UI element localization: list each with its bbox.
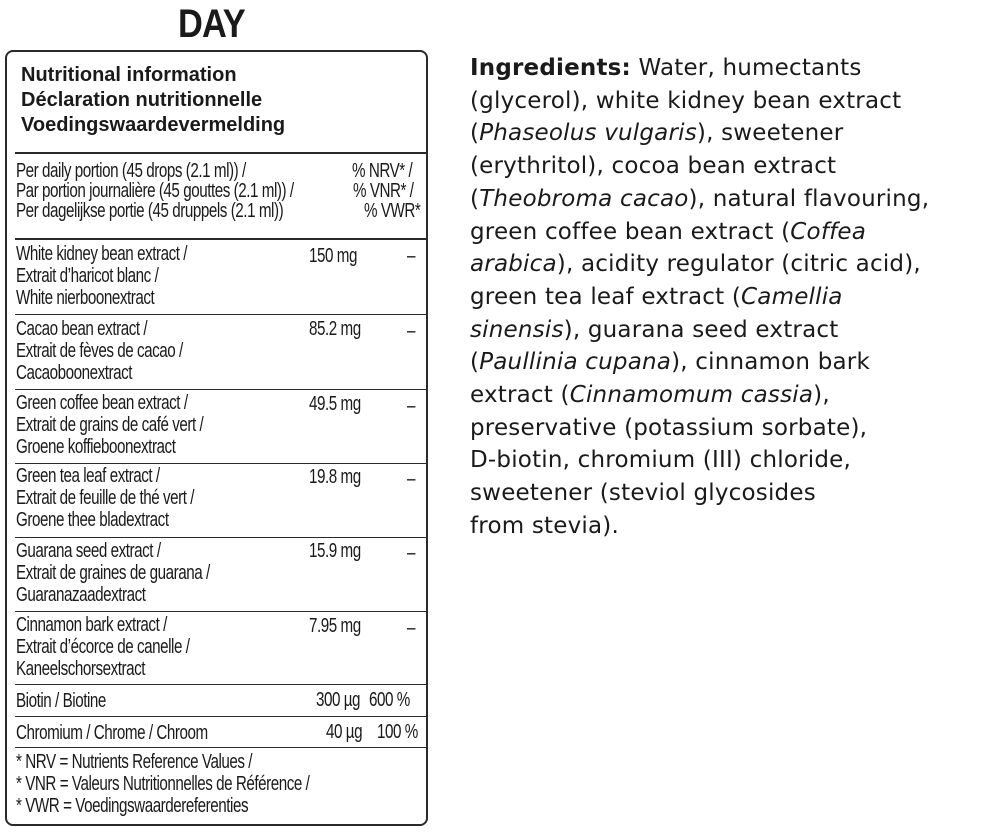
row-name-en: Cinnamon bark extract / [16, 614, 167, 636]
row-nrv: – [407, 320, 416, 342]
ingredients-text: Water, humectants [638, 55, 862, 81]
ingredients-line [470, 216, 995, 249]
ingredients-line [470, 379, 995, 412]
ingredients-text: ), [813, 382, 830, 409]
ingredients-text: preservative (potassium sorbate), [470, 414, 868, 441]
row-amount: 49.5 mg [309, 393, 361, 415]
row-amount: 85.2 mg [309, 318, 361, 340]
nutrition-headings [21, 63, 421, 138]
row-name-nl: White nierboonextract [16, 287, 155, 309]
ingredients-line [470, 314, 995, 347]
ingredients-text: green tea leaf extract ( [470, 283, 742, 310]
row-name-fr: Extrait de grains de café vert / [16, 414, 204, 436]
latin-name: sinensis [470, 316, 564, 343]
ingredients-block [470, 52, 995, 543]
row-name-fr: Extrait de feuille de thé vert / [16, 487, 195, 509]
ingredients-text: ), acidity regulator (citric acid), [556, 251, 921, 278]
row-name-nl: Kaneelschorsextract [16, 658, 146, 680]
row-amount: 7.95 mg [309, 615, 361, 637]
ingredients-line [470, 150, 995, 183]
divider [15, 716, 428, 717]
row-name: Chromium / Chrome / Chroom [16, 722, 208, 744]
divider [15, 152, 428, 154]
footnote-nrv: * NRV = Nutrients Reference Values / [16, 751, 253, 773]
row-name-en: Cacao bean extract / [16, 318, 148, 340]
ingredients-text: ), sweetener [696, 120, 844, 147]
ingredients-line [470, 510, 995, 543]
ingredients-line [470, 248, 995, 281]
footnote-vwr: * VWR = Voedingswaardereferenties [16, 795, 249, 817]
ingredients-text: (glycerol), white kidney bean extract [470, 87, 902, 114]
ingredients-text: ), natural flavouring, [688, 185, 930, 212]
row-nrv: – [407, 395, 416, 417]
divider [15, 238, 428, 240]
ingredients-line [470, 281, 995, 314]
ingredients-text: extract ( [470, 382, 570, 409]
row-name-nl: Groene thee bladextract [16, 509, 169, 531]
ingredients-line [470, 117, 995, 150]
divider [15, 684, 428, 685]
row-name-nl: Guaranazaadextract [16, 584, 146, 606]
row-name-fr: Extrait de graines de guarana / [16, 562, 210, 584]
ingredients-text: ( [470, 349, 480, 376]
ingredients-line [470, 52, 995, 85]
row-nrv: – [407, 617, 416, 639]
divider [15, 747, 428, 748]
portion-unit-fr: % VNR* / [353, 180, 414, 202]
heading-nl: Voedingswaardevermelding [21, 114, 286, 136]
row-amount: 150 mg [309, 245, 357, 267]
portion-unit-nl: % VWR* [364, 200, 421, 222]
divider [15, 314, 428, 315]
portion-label-nl: Per dagelijkse portie (45 druppels (2.1 ml)) [16, 200, 284, 222]
divider [15, 537, 428, 538]
row-amount: 40 µg [326, 721, 363, 743]
row-name-fr: Extrait d’écorce de canelle / [16, 636, 190, 658]
nutrition-table [5, 50, 428, 826]
ingredients-text: ), guarana seed extract [563, 316, 839, 343]
ingredients-line [470, 85, 995, 118]
ingredients-line [470, 346, 995, 379]
row-name-fr: Extrait d’haricot blanc / [16, 265, 159, 287]
row-name-en: Guarana seed extract / [16, 540, 161, 562]
ingredients-text: sweetener (steviol glycosides [470, 480, 816, 507]
latin-name: Paullinia cupana [479, 349, 672, 376]
row-nrv: 100 % [377, 721, 418, 743]
ingredients-text: D-biotin, chromium (III) chloride, [470, 447, 852, 474]
divider [15, 389, 428, 390]
row-amount: 19.8 mg [309, 466, 361, 488]
heading-en: Nutritional information [21, 64, 237, 86]
latin-name: Coffea [790, 218, 867, 245]
latin-name: Phaseolus vulgaris [479, 120, 697, 147]
row-name-fr: Extrait de fèves de cacao / [16, 340, 183, 362]
row-name-en: White kidney bean extract / [16, 243, 188, 265]
row-amount: 300 µg [316, 689, 361, 711]
heading-fr: Déclaration nutritionnelle [21, 89, 263, 111]
row-nrv: – [407, 468, 416, 490]
portion-label-en: Per daily portion (45 drops (2.1 ml)) / [16, 160, 246, 182]
ingredients-text: from stevia). [470, 512, 619, 539]
ingredients-text: ), cinnamon bark [671, 349, 870, 376]
portion-unit-en: % NRV* / [352, 160, 413, 182]
ingredients-label: Ingredients: [470, 55, 631, 81]
row-name-en: Green tea leaf extract / [16, 465, 160, 487]
divider [15, 611, 428, 612]
row-name-nl: Groene koffieboonextract [16, 436, 176, 458]
product-title: DAY [178, 2, 245, 46]
row-nrv: – [407, 542, 416, 564]
row-name-nl: Cacaoboonextract [16, 362, 133, 384]
ingredients-line [470, 183, 995, 216]
ingredients-line [470, 412, 995, 445]
ingredients-text: ( [470, 185, 480, 212]
ingredients-text: (erythritol), cocoa bean extract [470, 153, 837, 180]
ingredients-text: ( [470, 120, 480, 147]
latin-name: Theobroma cacao [479, 185, 689, 212]
row-nrv: 600 % [369, 689, 410, 711]
portion-label-fr: Par portion journalière (45 gouttes (2.1 ml)) / [16, 180, 294, 202]
latin-name: arabica [470, 251, 557, 278]
row-name-en: Green coffee bean extract / [16, 392, 188, 414]
ingredients-line [470, 444, 995, 477]
row-nrv: – [407, 245, 416, 267]
footnote-vnr: * VNR = Valeurs Nutritionnelles de Référence / [16, 773, 310, 795]
ingredients-text: green coffee bean extract ( [470, 218, 791, 245]
divider [15, 463, 428, 464]
row-amount: 15.9 mg [309, 540, 361, 562]
latin-name: Cinnamomum cassia [569, 382, 814, 409]
latin-name: Camellia [741, 283, 843, 310]
ingredients-line [470, 477, 995, 510]
row-name: Biotin / Biotine [16, 690, 106, 712]
